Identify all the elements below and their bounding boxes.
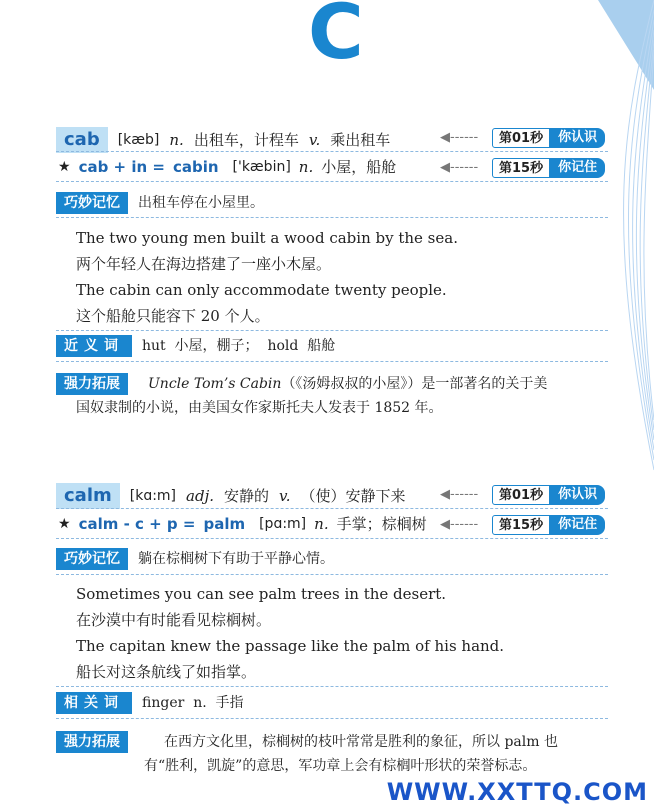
- word-headline: [56, 127, 390, 153]
- star-icon: ★: [58, 159, 71, 175]
- extend-text: 有“胜利，凯旋”的意思，军功章上会有棕榈叶形状的荣誉标志。: [144, 758, 537, 774]
- badge-text: 你记住: [550, 158, 605, 178]
- derived-word: [58, 514, 427, 534]
- part-of-speech: n.: [314, 515, 329, 533]
- star-icon: ★: [58, 516, 71, 532]
- related-label: 近义词: [56, 335, 132, 357]
- badge-seconds: 第15秒: [492, 515, 550, 535]
- divider: [56, 330, 608, 331]
- memory-text: 出租车停在小屋里。: [138, 195, 264, 211]
- memory-row: [56, 192, 264, 214]
- divider: [56, 508, 608, 509]
- badge-seconds: 第01秒: [492, 485, 550, 505]
- derived-headword: palm: [203, 515, 246, 533]
- definition: （使）安静下来: [300, 487, 406, 505]
- divider: [56, 686, 608, 687]
- part-of-speech: adj.: [186, 487, 214, 505]
- badge-seconds: 第15秒: [492, 158, 550, 178]
- example-sentences: [76, 228, 458, 326]
- part-of-speech: v.: [279, 487, 291, 505]
- related-row: [56, 692, 244, 714]
- related-label: 相关词: [56, 692, 132, 714]
- divider: [56, 538, 608, 539]
- related-text: finger n. 手指: [142, 695, 244, 711]
- extend-text: （《汤姆叔叔的小屋》）是一部著名的关于美: [281, 376, 548, 392]
- memory-text: 躺在棕榈树下有助于平静心情。: [138, 551, 334, 567]
- memory-label: 巧妙记忆: [56, 548, 128, 570]
- arrow-left-icon: ◀‑‑‑‑‑‑: [440, 487, 479, 502]
- divider: [56, 217, 608, 218]
- example-sentence-en: The two young men built a wood cabin by the sea.: [76, 229, 458, 247]
- arrow-left-icon: ◀‑‑‑‑‑‑: [440, 517, 479, 532]
- example-sentence-zh: 这个船舱只能容下 20 个人。: [76, 307, 270, 325]
- part-of-speech: n.: [298, 158, 314, 176]
- extend-section: [56, 372, 608, 420]
- word-headline: [56, 483, 406, 509]
- definition: 出租车，计程车: [193, 131, 299, 149]
- phonetic: [kɑ:m]: [129, 488, 177, 504]
- extend-section: [56, 730, 616, 778]
- watermark-logo: WWW.XXTTQ.COM: [386, 778, 648, 806]
- related-text: hut 小屋，棚子； hold 船舱: [142, 338, 336, 354]
- related-row: [56, 335, 335, 357]
- recognize-badge: [492, 128, 605, 148]
- example-sentence-zh: 在沙漠中有时能看见棕榈树。: [76, 611, 272, 629]
- page-letter: C: [308, 0, 364, 76]
- phonetic: [kæb]: [117, 132, 160, 148]
- example-sentence-en: The cabin can only accommodate twenty people.: [76, 281, 447, 299]
- definition: 小屋，船舱: [321, 158, 397, 176]
- phonetic: ['kæbin]: [232, 159, 291, 175]
- derive-formula: calm - c + p =: [78, 515, 196, 533]
- example-sentence-en: The capitan knew the passage like the palm of his hand.: [76, 637, 505, 655]
- memory-row: [56, 548, 334, 570]
- divider: [56, 361, 608, 362]
- phonetic: [pɑ:m]: [259, 516, 307, 532]
- divider: [56, 181, 608, 182]
- badge-text: 你认识: [550, 128, 605, 148]
- example-sentence-zh: 两个年轻人在海边搭建了一座小木屋。: [76, 255, 332, 273]
- divider: [56, 151, 608, 152]
- headword-tag: calm: [56, 483, 120, 509]
- definition: 安静的: [224, 487, 270, 505]
- badge-text: 你认识: [550, 485, 605, 505]
- divider: [56, 574, 608, 575]
- extend-text: 国奴隶制的小说，由美国女作家斯托夫人发表于 1852 年。: [76, 400, 443, 416]
- headword-tag: cab: [56, 127, 108, 153]
- remember-badge: [492, 158, 605, 178]
- derived-word: [58, 157, 396, 177]
- extend-label: 强力拓展: [56, 731, 128, 753]
- definition: 乘出租车: [330, 131, 391, 149]
- example-sentence-zh: 船长对这条航线了如指掌。: [76, 663, 257, 681]
- extend-label: 强力拓展: [56, 373, 128, 395]
- part-of-speech: v.: [308, 131, 321, 149]
- divider: [56, 718, 608, 719]
- memory-label: 巧妙记忆: [56, 192, 128, 214]
- example-sentence-en: Sometimes you can see palm trees in the desert.: [76, 585, 447, 603]
- remember-badge: [492, 515, 605, 535]
- example-sentences: [76, 584, 504, 682]
- extend-text: 在西方文化里，棕榈树的枝叶常常是胜利的象征，所以 palm 也: [164, 734, 558, 750]
- part-of-speech: n.: [169, 131, 184, 149]
- derived-headword: cabin: [172, 158, 219, 176]
- arrow-left-icon: ◀‑‑‑‑‑‑: [440, 130, 479, 145]
- badge-seconds: 第01秒: [492, 128, 550, 148]
- definition: 手掌；棕榈树: [336, 515, 427, 533]
- recognize-badge: [492, 485, 605, 505]
- arrow-left-icon: ◀‑‑‑‑‑‑: [440, 160, 479, 175]
- derive-formula: cab + in =: [78, 158, 165, 176]
- badge-text: 你记住: [550, 515, 605, 535]
- book-title: Uncle Tom’s Cabin: [148, 376, 282, 392]
